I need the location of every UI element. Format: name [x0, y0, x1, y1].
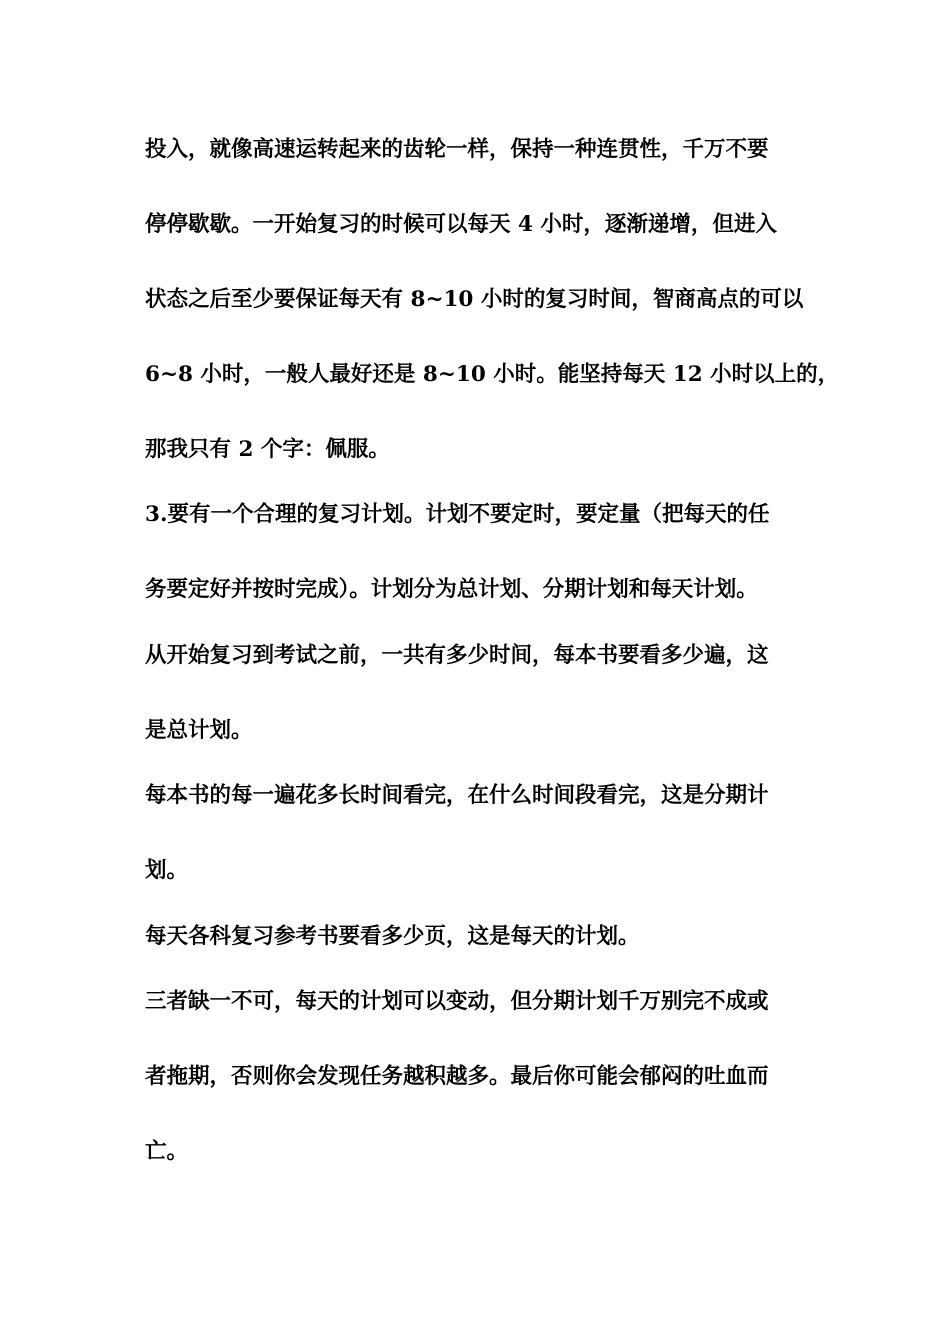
text-line: 那我只有 2 个字：佩服。	[145, 437, 390, 462]
text-line: 投入，就像高速运转起来的齿轮一样，保持一种连贯性，千万不要	[145, 137, 769, 162]
text-line: 三者缺一不可，每天的计划可以变动，但分期计划千万别完不成或	[145, 989, 769, 1014]
text-line: 从开始复习到考试之前，一共有多少时间，每本书要看多少遍，这	[145, 643, 769, 668]
text-line: 务要定好并按时完成）。计划分为总计划、分期计划和每天计划。	[145, 577, 758, 602]
text-line: 每天各科复习参考书要看多少页，这是每天的计划。	[145, 924, 640, 949]
text-line: 是总计划。	[145, 718, 253, 743]
text-line: 停停歇歇。一开始复习的时候可以每天 4 小时，逐渐递增，但进入	[145, 212, 777, 237]
text-line: 3.要有一个合理的复习计划。计划不要定时，要定量（把每天的任	[145, 502, 770, 527]
text-line: 6~8 小时，一般人最好还是 8~10 小时。能坚持每天 12 小时以上的，	[145, 362, 840, 387]
text-line: 划。	[145, 858, 189, 883]
text-line: 者拖期，否则你会发现任务越积越多。最后你可能会郁闷的吐血而	[145, 1064, 769, 1089]
text-line: 亡。	[145, 1139, 189, 1164]
text-line: 状态之后至少要保证每天有 8~10 小时的复习时间，智商高点的可以	[145, 287, 804, 312]
text-line: 每本书的每一遍花多长时间看完，在什么时间段看完，这是分期计	[145, 783, 769, 808]
